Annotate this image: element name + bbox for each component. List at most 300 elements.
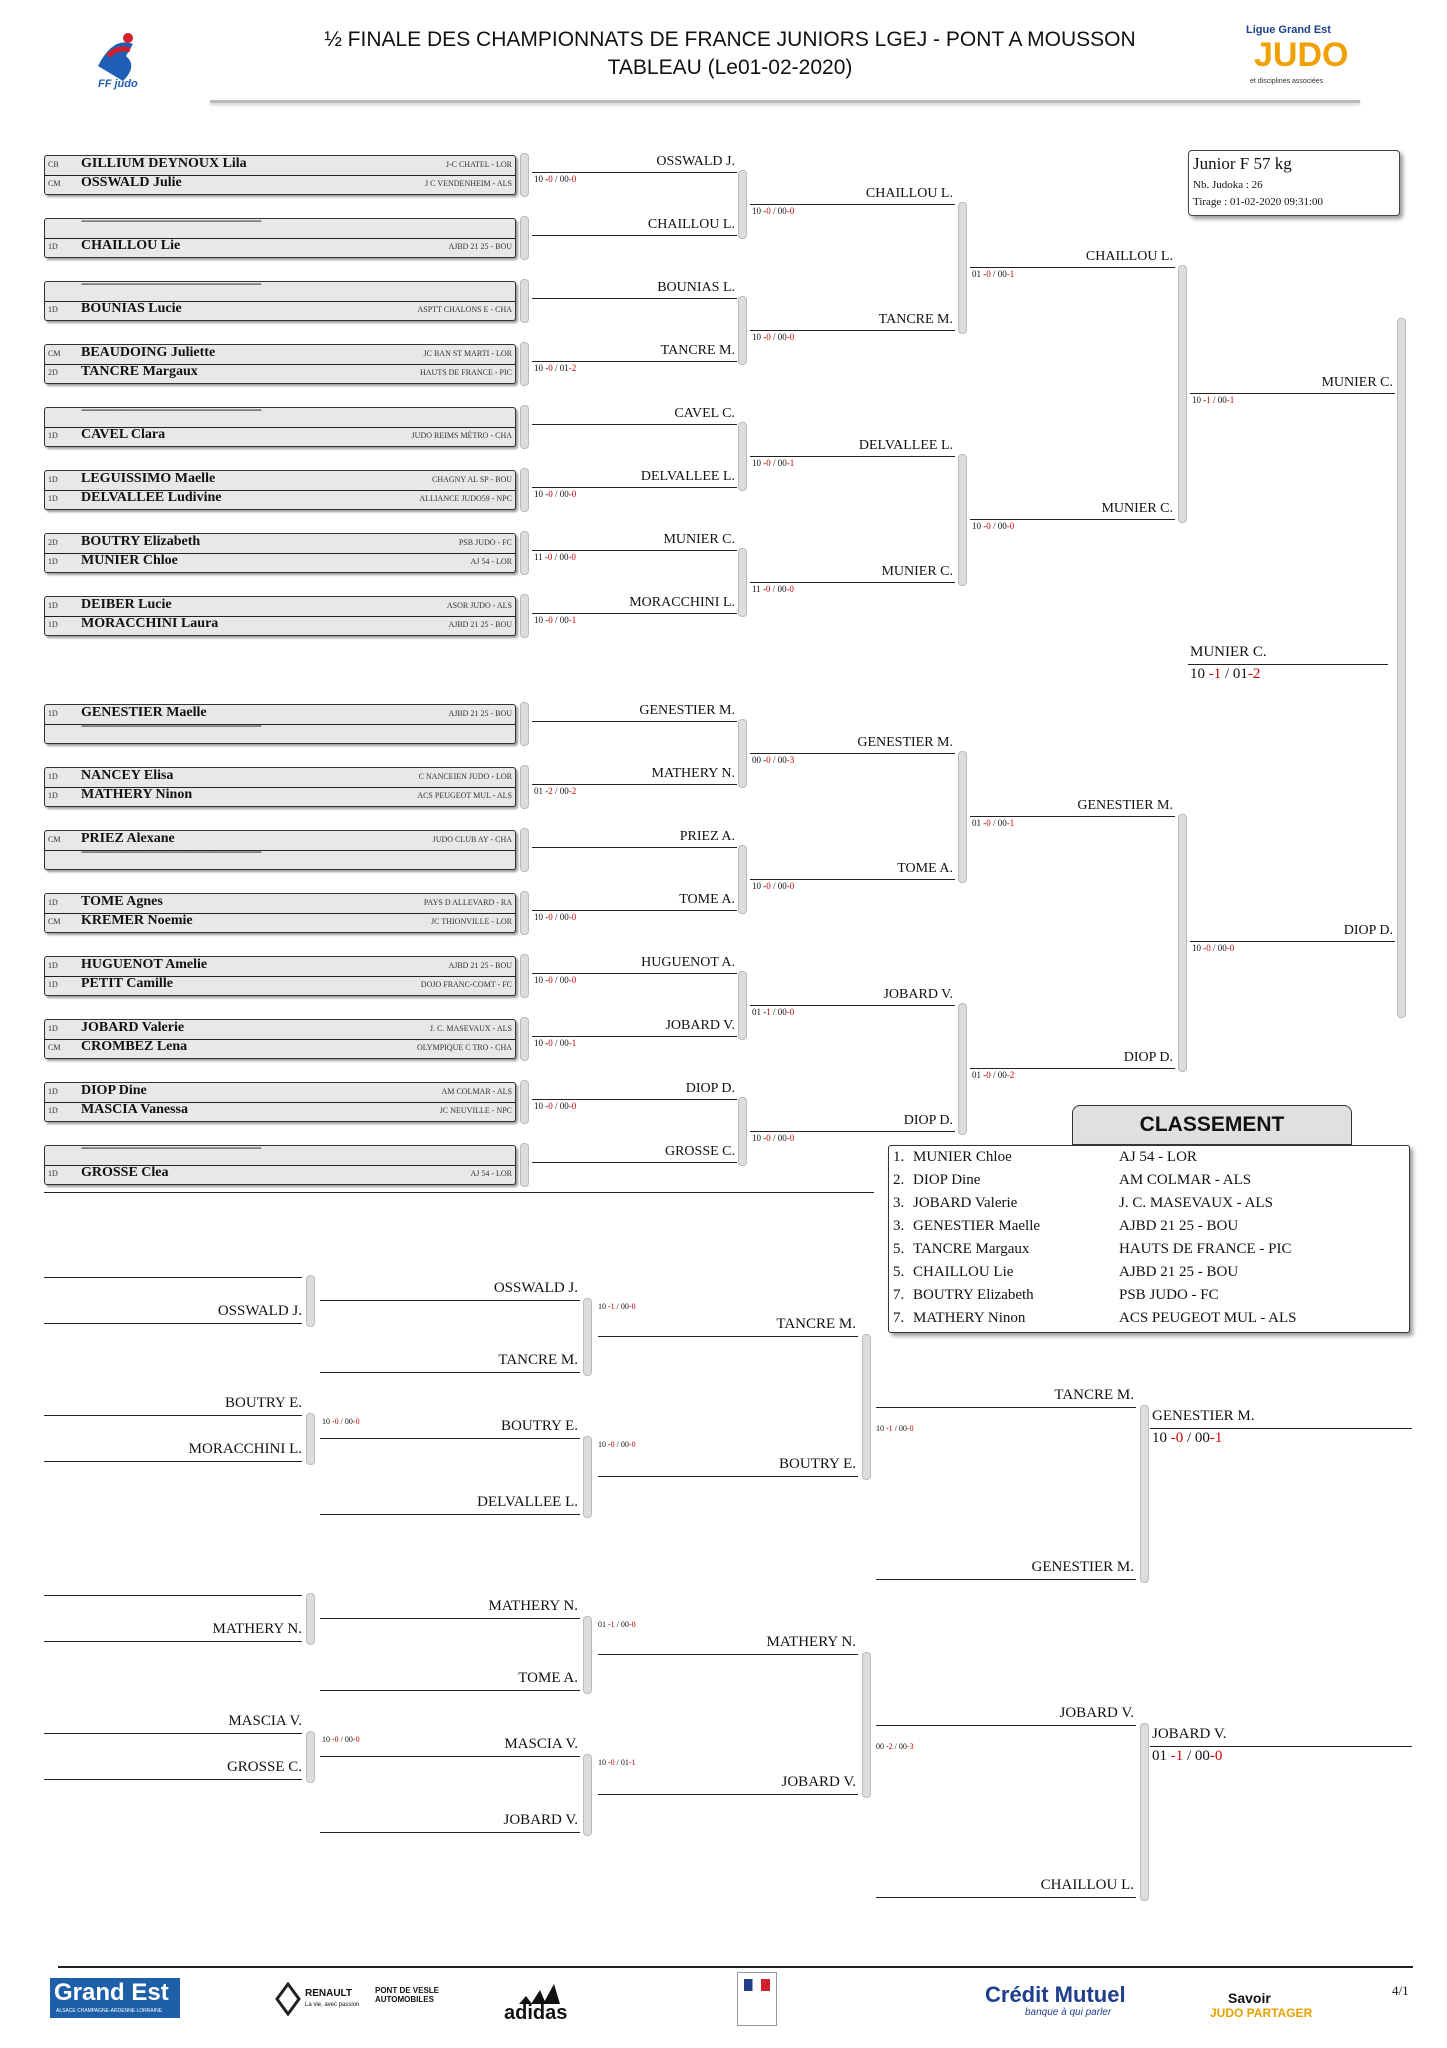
round2-score [752, 458, 794, 468]
bracket-bar [520, 153, 529, 197]
repechage-score-part: / [338, 1417, 345, 1426]
round2-line [750, 330, 955, 331]
entry-box [44, 956, 516, 996]
entry-seed: 1D [48, 494, 58, 503]
repechage-r3-line [598, 1794, 858, 1795]
entry-name: PETIT Camille [81, 976, 173, 991]
round4-score-part: 10 - [1192, 395, 1207, 405]
repechage-score-part: 10 - [598, 1758, 611, 1767]
round2-score-part: 00 [777, 458, 787, 468]
round2-score-part: / [770, 458, 778, 468]
entry-club: AJBD 21 25 - BOU [448, 620, 512, 629]
repechage-r3: MATHERY N. [766, 1634, 856, 1650]
entry-row [45, 175, 515, 194]
round2-score-part: 00 [777, 1133, 787, 1143]
bracket-bar [520, 468, 529, 512]
round2-line [750, 582, 955, 583]
round1-score-part: 01 [559, 363, 569, 373]
repechage-winner-score-part: 10 [1152, 1430, 1171, 1446]
category-box [1188, 150, 1400, 216]
repechage-winner: GENESTIER M. [1152, 1408, 1255, 1424]
repechage-winner-line [1150, 1746, 1412, 1747]
entry-seed: 1D [48, 557, 58, 566]
bracket-bar [520, 891, 529, 935]
entry-name: TANCRE Margaux [81, 364, 198, 379]
round2-score-part: 01 - [752, 1007, 767, 1017]
round2-score-part: / [770, 755, 778, 765]
repechage-r2-line [320, 1372, 580, 1373]
round1-score [534, 174, 576, 184]
round2-score-part: / [770, 881, 778, 891]
entry-seed: CM [48, 1043, 61, 1052]
bracket-bar [306, 1593, 315, 1645]
round3-score [972, 818, 1014, 828]
round2-winner: DIOP D. [903, 1113, 953, 1128]
round1-score-part: 0 [548, 489, 553, 499]
entry-name: GENESTIER Maelle [81, 705, 207, 720]
repechage-winner-line [1150, 1428, 1412, 1429]
bracket-bar [520, 216, 529, 260]
repechage-entrant: MASCIA V. [228, 1713, 302, 1729]
repechage-winner-score [1152, 1748, 1222, 1765]
round1-line [532, 847, 737, 848]
round1-line [532, 361, 737, 362]
round3-winner: CHAILLOU L. [1085, 249, 1173, 264]
classement-club: AM COLMAR - ALS [1119, 1172, 1252, 1188]
round1-score-part: -0 [568, 1101, 577, 1111]
round1-winner: OSSWALD J. [656, 154, 735, 169]
repechage-r2-line [320, 1438, 580, 1439]
repechage-entrant-line [44, 1323, 302, 1324]
round1-score-part: -0 [568, 489, 577, 499]
bracket-bar [520, 702, 529, 746]
entry-row [45, 402, 515, 427]
round1-score-part: / [552, 786, 560, 796]
repechage-entrant-line [44, 1461, 302, 1462]
repechage-score-part: -0 [628, 1302, 636, 1311]
bracket-bar [1178, 814, 1187, 1072]
round2-winner: CHAILLOU L. [865, 186, 953, 201]
entry-seed: 1D [48, 1169, 58, 1178]
round2-score-part: 0 [766, 1133, 771, 1143]
bracket-bar [738, 1097, 747, 1166]
round2-score-part: -0 [786, 1133, 795, 1143]
round3-score-part: -0 [1006, 521, 1015, 531]
repechage-score-part: 0 [334, 1417, 339, 1426]
bracket-bar [1140, 1405, 1149, 1583]
round3-winner: GENESTIER M. [1077, 798, 1173, 813]
entry-bye: ------------------------------------------------------------ [81, 718, 261, 732]
bracket-bar [520, 1080, 529, 1124]
round4-score-part: 10 - [1192, 943, 1207, 953]
round1-score-part: 2 [548, 786, 553, 796]
entry-club: ALLIANCE JUDO59 - NPC [419, 494, 512, 503]
repechage-winner-score-part: -0 [1170, 1430, 1184, 1446]
round1-line [532, 1036, 737, 1037]
round1-score-part: -2 [568, 363, 577, 373]
round2-line [750, 204, 955, 205]
entry-name: MASCIA Vanessa [81, 1102, 188, 1117]
bracket-bar [958, 202, 967, 334]
round1-score [534, 363, 576, 373]
round1-score-part: 10 - [534, 1101, 549, 1111]
repechage-score-part: 0 [610, 1758, 615, 1767]
ff-judo-label: FF judo [98, 78, 138, 90]
repechage-score-part: / [892, 1424, 899, 1433]
repechage-winner-score-part: 01 [1152, 1748, 1171, 1764]
classement-rank: 5. [893, 1241, 905, 1257]
round3-score-part: 01 - [972, 818, 987, 828]
ligue-grand-est-logo: Ligue Grand Est JUDO et disciplines associées [1246, 24, 1349, 85]
entry-name: PRIEZ Alexane [81, 831, 175, 846]
repechage-score-part: / [614, 1440, 621, 1449]
entry-seed: 1D [48, 431, 58, 440]
bracket-bar [306, 1413, 315, 1465]
round4-score [1192, 395, 1234, 405]
entry-club: AJ 54 - LOR [470, 557, 512, 566]
bracket-bar [958, 751, 967, 883]
round3-score-part: 0 [986, 521, 991, 531]
entry-box [44, 830, 516, 870]
round1-score-part: / [552, 363, 560, 373]
repechage-entrant-line [44, 1733, 302, 1734]
classement-name: MUNIER Chloe [913, 1149, 1012, 1165]
entry-box [44, 893, 516, 933]
repechage-r2: TANCRE M. [498, 1352, 578, 1368]
round3-score-part: 0 [986, 1070, 991, 1080]
entry-seed: CM [48, 349, 61, 358]
flag-icon [744, 1979, 770, 1991]
repechage-winner-score-part: 00 [1194, 1430, 1210, 1446]
round1-winner: GENESTIER M. [639, 703, 735, 718]
round2-score-part: 00 [777, 332, 787, 342]
round2-winner: GENESTIER M. [857, 735, 953, 750]
round1-score-part: / [552, 552, 560, 562]
round1-score-part: / [552, 174, 560, 184]
repechage-winner-score-part: -1 [1209, 1430, 1223, 1446]
entry-name: BOUTRY Elizabeth [81, 534, 201, 549]
entry-seed: CB [48, 160, 59, 169]
entry-seed: 1D [48, 475, 58, 484]
entry-name: GILLIUM DEYNOUX Lila [81, 156, 247, 171]
entry-row [45, 616, 515, 635]
round3-score-part: 10 - [972, 521, 987, 531]
round3-winner: MUNIER C. [1101, 501, 1173, 516]
round2-score [752, 206, 794, 216]
entry-box [44, 155, 516, 195]
round1-score-part: 11 - [534, 552, 548, 562]
bracket-bar [738, 845, 747, 914]
entry-club: ASPTT CHALONS E - CHA [417, 305, 512, 314]
entry-club: JC NEUVILLE - NPC [439, 1106, 512, 1115]
round2-winner: JOBARD V. [883, 987, 953, 1002]
repechage-r4-line [876, 1579, 1136, 1580]
bracket-bar [862, 1334, 871, 1480]
repechage-score-part: 10 - [598, 1440, 611, 1449]
entry-seed: CM [48, 917, 61, 926]
entry-name: CAVEL Clara [81, 427, 166, 442]
repechage-r3: JOBARD V. [781, 1774, 856, 1790]
repechage-score-part: 0 [334, 1735, 339, 1744]
savoir-partager-logo: Savoir JUDO PARTAGER [1210, 1990, 1313, 2020]
final-winner-name: MUNIER C. [1190, 644, 1267, 660]
round1-score-part: -1 [568, 615, 577, 625]
entry-box [44, 1082, 516, 1122]
entry-row [45, 976, 515, 995]
repechage-r2-line [320, 1618, 580, 1619]
entry-row [45, 718, 515, 743]
round3-score-part: -1 [1006, 269, 1015, 279]
repechage-score-part: 1 [610, 1620, 615, 1629]
entry-seed: 1D [48, 1106, 58, 1115]
entry-club: ASOR JUDO - ALS [446, 601, 512, 610]
round4-score-part: / [1210, 943, 1218, 953]
entry-name: DELVALLEE Ludivine [81, 490, 222, 505]
repechage-r2-line [320, 1514, 580, 1515]
round2-score-part: / [770, 584, 778, 594]
entry-club: JUDO REIMS MÉTRO - CHA [411, 431, 512, 440]
round2-winner: TANCRE M. [878, 312, 953, 327]
repechage-score [598, 1620, 636, 1629]
entry-name: BEAUDOING Juliette [81, 345, 216, 360]
round1-score-part: 00 [559, 975, 569, 985]
round2-score-part: / [770, 206, 778, 216]
renault-diamond-icon [275, 1982, 301, 2016]
entry-club: C NANCEIEN JUDO - LOR [418, 772, 512, 781]
round2-score [752, 584, 794, 594]
round1-score-part: 00 [559, 489, 569, 499]
entry-club: PSB JUDO - FC [458, 538, 512, 547]
repechage-score-part: / [614, 1302, 621, 1311]
repechage-entrant-line [44, 1277, 302, 1278]
entry-box [44, 213, 516, 258]
round2-score [752, 1133, 794, 1143]
round3-score [972, 521, 1014, 531]
classement-club: ACS PEUGEOT MUL - ALS [1119, 1310, 1297, 1326]
round1-line [532, 613, 737, 614]
repechage-r4: TANCRE M. [1054, 1387, 1134, 1403]
entry-club: AJ 54 - LOR [470, 1169, 512, 1178]
page-subtitle: TABLEAU (Le01-02-2020) [607, 56, 853, 79]
round2-score-part: -1 [786, 458, 795, 468]
round1-winner: MUNIER C. [663, 532, 735, 547]
entry-name: LEGUISSIMO Maelle [81, 471, 216, 486]
round1-score-part: -2 [568, 786, 577, 796]
round3-winner: DIOP D. [1123, 1050, 1173, 1065]
round1-score-part: -0 [568, 975, 577, 985]
repechage-r2-line [320, 1690, 580, 1691]
repechage-score-part: 00 [344, 1417, 353, 1426]
entry-row [45, 1020, 515, 1039]
round1-score-part: 0 [548, 912, 553, 922]
repechage-r2: MASCIA V. [504, 1736, 578, 1752]
round3-score-part: / [990, 269, 998, 279]
classement-club: AJBD 21 25 - BOU [1119, 1264, 1239, 1280]
entry-row [45, 276, 515, 301]
repechage-score [598, 1302, 636, 1311]
repechage-score-part: -0 [628, 1440, 636, 1449]
repechage-r4-line [876, 1407, 1136, 1408]
entry-row [45, 894, 515, 913]
classement-name: JOBARD Valerie [913, 1195, 1018, 1211]
round2-score-part: 0 [765, 584, 771, 594]
repechage-score-part: 00 [620, 1620, 629, 1629]
repechage-score-part: 00 [344, 1735, 353, 1744]
round3-line [970, 816, 1175, 817]
entry-club: OLYMPIQUE C TRO - CHA [416, 1043, 512, 1052]
bracket-bar [738, 296, 747, 365]
prefecture-logo [737, 1972, 777, 2026]
entry-seed: 1D [48, 898, 58, 907]
bracket-bar [520, 594, 529, 638]
round4-score-part: 00 [1217, 943, 1227, 953]
round3-score [972, 1070, 1014, 1080]
entry-row [45, 768, 515, 787]
entry-seed: CM [48, 179, 61, 188]
repechage-score-part: 0 [610, 1440, 615, 1449]
round2-line [750, 456, 955, 457]
round4-line [1190, 941, 1395, 942]
round3-score-part: 00 [997, 818, 1007, 828]
repechage-r2: JOBARD V. [503, 1812, 578, 1828]
entry-row [45, 597, 515, 616]
round4-score-part: / [1210, 395, 1218, 405]
entry-box [44, 596, 516, 636]
round1-winner: GROSSE C. [664, 1144, 735, 1159]
entry-row [45, 301, 515, 320]
round1-score-part: -0 [568, 912, 577, 922]
page-number: 4/1 [1392, 1983, 1409, 1998]
round1-winner: MORACCHINI L. [629, 595, 735, 610]
round3-score-part: 00 [997, 521, 1007, 531]
round1-winner: HUGUENOT A. [641, 955, 735, 970]
classement-box [888, 1145, 1410, 1333]
round1-score-part: 0 [548, 1101, 553, 1111]
repechage-score-part: -1 [628, 1758, 636, 1767]
entry-name: CROMBEZ Lena [81, 1039, 188, 1054]
round1-score-part: 0 [548, 363, 553, 373]
round4-score-part: -1 [1226, 395, 1235, 405]
round2-score-part: 00 [777, 755, 787, 765]
round2-line [750, 753, 955, 754]
repechage-score [598, 1440, 636, 1449]
round2-score-part: -0 [786, 206, 795, 216]
repechage-score-part: 10 - [876, 1424, 889, 1433]
repechage-score-part: -0 [906, 1424, 914, 1433]
round2-score-part: 10 - [752, 458, 767, 468]
entry-bye: ------------------------------------------------------------ [81, 213, 261, 227]
round2-score-part: 11 - [752, 584, 766, 594]
entry-seed: 1D [48, 620, 58, 629]
round1-line [532, 235, 737, 236]
round4-score-part: 0 [1206, 943, 1211, 953]
entry-box [44, 1019, 516, 1059]
bracket-bar [583, 1754, 592, 1836]
classement-rank: 7. [893, 1310, 905, 1326]
entry-seed: 1D [48, 242, 58, 251]
round2-score-part: 0 [766, 332, 771, 342]
round3-score-part: / [990, 521, 998, 531]
repechage-entrant-line [44, 1779, 302, 1780]
entry-row [45, 1083, 515, 1102]
classement-rank: 2. [893, 1172, 905, 1188]
round2-score-part: -0 [786, 584, 794, 594]
repechage-entrant: MORACCHINI L. [188, 1441, 302, 1457]
round2-score-part: 0 [766, 755, 771, 765]
round2-line [750, 1131, 955, 1132]
repechage-r2-line [320, 1832, 580, 1833]
entry-row [45, 957, 515, 976]
entry-seed: CM [48, 835, 61, 844]
section-divider [44, 1192, 874, 1193]
entry-name: HUGUENOT Amelie [81, 957, 208, 972]
entry-bye: ------------------------------------------------------------ [81, 276, 261, 290]
category-title: Junior F 57 kg [1193, 154, 1292, 173]
entry-seed: 1D [48, 961, 58, 970]
entry-box [44, 276, 516, 321]
judoka-count: Nb. Judoka : 26 [1193, 179, 1263, 191]
grand-est-logo: Grand Est ALSACE CHAMPAGNE-ARDENNE LORRAINE [50, 1978, 180, 2018]
bracket-bar [738, 971, 747, 1040]
entry-bye: ------------------------------------------------------------ [81, 1140, 261, 1154]
repechage-score [876, 1424, 914, 1433]
entry-club: JUDO CLUB AY - CHA [432, 835, 512, 844]
round3-score-part: 01 - [972, 1070, 987, 1080]
entry-seed: 1D [48, 601, 58, 610]
repechage-score-part: 10 - [322, 1735, 335, 1744]
repechage-entrant-line [44, 1641, 302, 1642]
entry-club: AJBD 21 25 - BOU [448, 961, 512, 970]
round1-winner: TANCRE M. [660, 343, 735, 358]
round1-winner: JOBARD V. [665, 1018, 735, 1033]
round3-score-part: / [990, 818, 998, 828]
classement-club: HAUTS DE FRANCE - PIC [1119, 1241, 1292, 1257]
round2-score-part: 0 [766, 458, 771, 468]
round2-line [750, 1005, 955, 1006]
classement-name: MATHERY Ninon [913, 1310, 1026, 1326]
repechage-winner-score-part: -1 [1170, 1748, 1184, 1764]
bracket-bar [1178, 265, 1187, 523]
round4-score-part: 1 [1206, 395, 1211, 405]
repechage-score-part: / [892, 1742, 899, 1751]
entry-bye: ------------------------------------------------------------ [81, 402, 261, 416]
round1-line [532, 973, 737, 974]
round2-score-part: 10 - [752, 332, 767, 342]
repechage-entrant-line [44, 1415, 302, 1416]
round1-score [534, 1101, 576, 1111]
repechage-score-part: 1 [610, 1302, 615, 1311]
bracket-bar [520, 1017, 529, 1061]
round2-line [750, 879, 955, 880]
bracket-bar [738, 422, 747, 491]
repechage-winner-score [1152, 1430, 1222, 1447]
repechage-score-part: / [338, 1735, 345, 1744]
draw-time: Tirage : 01-02-2020 09:31:00 [1193, 196, 1324, 208]
round2-score-part: 00 [777, 881, 787, 891]
round1-score [534, 552, 576, 562]
repechage-score-part: -3 [906, 1742, 914, 1751]
entry-seed: 1D [48, 791, 58, 800]
round1-line [532, 172, 737, 173]
round4-score-part: -0 [1226, 943, 1235, 953]
round1-line [532, 721, 737, 722]
classement-club: AJBD 21 25 - BOU [1119, 1218, 1239, 1234]
bracket-bar [520, 765, 529, 809]
round1-score-part: / [552, 912, 560, 922]
repechage-winner-score-part: / [1183, 1430, 1195, 1446]
round1-score-part: / [552, 615, 560, 625]
round1-winner: BOUNIAS L. [657, 280, 735, 295]
